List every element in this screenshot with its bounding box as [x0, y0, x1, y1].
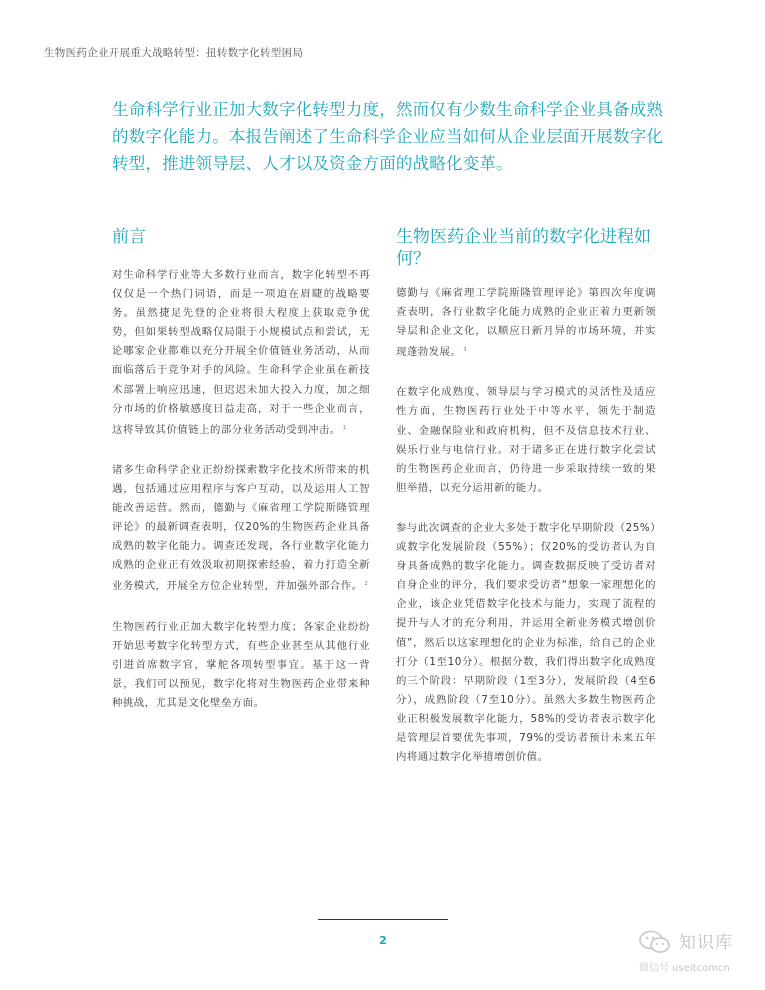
body-paragraph: 诸多生命科学企业正纷纷探索数字化技术所带来的机遇，包括通过应用程序与客户互动，以及运用人工智能改善运营。然而，德勤与《麻省理工学院斯隆管理评论》的最新调查表明，仅20%的生物医药企业具备成熟的数字化能力。调查还发现，各行业数字化能力成熟的企业正有效汲取初期探索经验，着力打造全新业务模式，开展全方位企业转型，并加强外部合作。 $^2$: [112, 463, 370, 593]
footnote-ref: 1: [342, 424, 347, 431]
body-paragraph: 在数字化成熟度、领导层与学习模式的灵活性及适应性方面，生物医药行业处于中等水平，领先于制造业、金融保险业和政府机构，但不及信息技术行业、娱乐行业与电信行业。对于诸多正在进行数字化尝试的生物医药企业而言，仍待进一步采取持续一致的果胆举措，以充分运用新的能力。: [396, 386, 656, 494]
page-number: 2: [379, 934, 387, 947]
lead-paragraph: 生命科学行业正加大数字化转型力度，然而仅有少数生命科学企业具备成熟的数字化能力。本报告阐述了生命科学企业应当如何从企业层面开展数字化转型，推进领导层、人才以及资金方面的战略化变革。: [112, 100, 664, 173]
body-paragraph: 参与此次调查的企业大多处于数字化早期阶段（25%）或数字化发展阶段（55%）；仅20%的受访者认为自身具备成熟的数字化能力。调查数据反映了受访者对自身企业的评分，我们要求受访者“想象一家理想化的企业，该企业凭借数字化技术与能力，实现了流程的提升与人才的充分利用，并运用全新业务模式增创价值”，然后以这家理想化的企业为标准，给自己的企业打分（1至10分）。根据分数，我们得出数字化成熟度的三个阶段：早期阶段（1至3分），发展阶段（4至6分），成熟阶段（7至10分）。虽然大多数生物医药企业正积极发展数字化能力，58%的受访者表示数字化是管理层首要优先事项，79%的受访者预计未来五年内将通过数字化举措增创价值。: [396, 521, 656, 764]
watermark-title: 知识库: [679, 933, 733, 953]
wechat-icon: [639, 930, 671, 954]
watermark-subtitle: 微信号 useitcomcn: [639, 963, 730, 974]
body-paragraph: 生物医药行业正加大数字化转型力度；各家企业纷纷开始思考数字化转型方式，有些企业甚至从其他行业引进首席数字官，掌舵各项转型事宜。基于这一背景，我们可以预见，数字化将对生物医药企业带来种种挑战，尤其是文化壁垒方面。: [112, 620, 370, 709]
footnote-ref: 3: [463, 347, 468, 354]
left-column: [112, 226, 370, 734]
right-column: [396, 226, 656, 788]
section-heading-progress: 生物医药企业当前的数字化进程如何？: [396, 227, 651, 269]
watermark: [639, 926, 757, 978]
body-paragraph: 对生命科学行业等大多数行业而言，数字化转型不再仅仅是一个热门词语，而是一项迫在眉睫的战略要务。虽然捷足先登的企业将很大程度上获取竞争优势，但如果转型战略仅局限于小规模试点和尝试，无论哪家企业都难以充分开展全价值链业务活动，从而面临落后于竞争对手的风险。生命科学企业虽在新技术部署上响应迅速，但迟迟未加大投入力度，加之细分市场的价格敏感度日益走高，对于一些企业而言，这将导致其价值链上的部分业务活动受到冲击。 $^1$: [112, 269, 370, 436]
footer-divider: [318, 919, 448, 920]
body-paragraph: 德勤与《麻省理工学院斯隆管理评论》第四次年度调查表明，各行业数字化能力成熟的企业正着力更新领导层和企业文化，以顺应日新月异的市场环境，并实现蓬勃发展。 $^3$: [396, 287, 656, 359]
footnote-ref: 2: [364, 581, 369, 588]
running-header: 生物医药企业开展重大战略转型：扭转数字化转型困局: [44, 47, 304, 59]
section-heading-foreword: 前言: [112, 227, 146, 247]
